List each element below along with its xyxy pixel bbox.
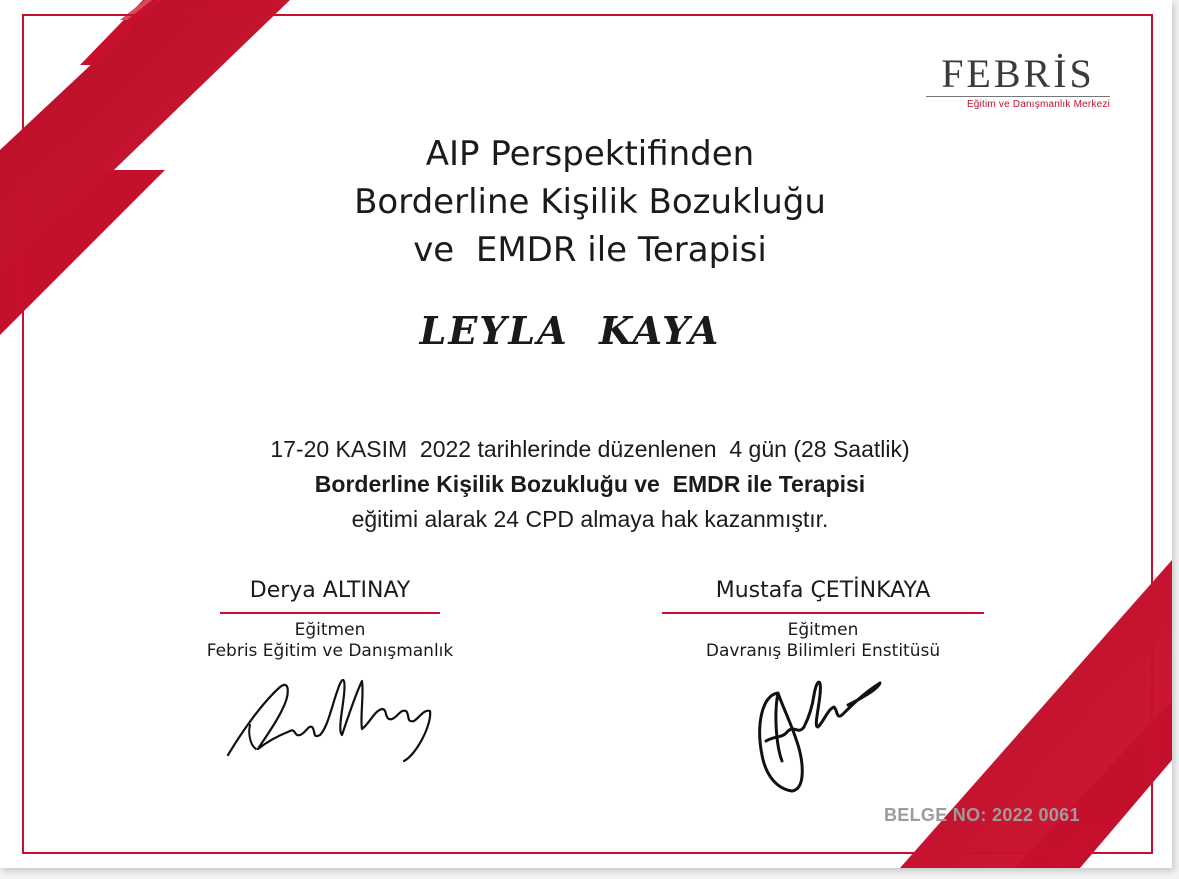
febris-logo	[926, 52, 1116, 110]
title-line: AIP Perspektifinden	[425, 134, 755, 174]
signatory-role: Eğitmen	[294, 620, 366, 640]
signatory-organization: Febris Eğitim ve Danışmanlık	[206, 641, 454, 661]
signatory-organization: Davranış Bilimleri Enstitüsü	[705, 641, 941, 661]
body-line-dates: 17-20 KASIM 2022 tarihlerinde düzenlenen 4 gün (28 Saatlik)	[270, 436, 910, 462]
recipient-name: LEYLA KAYA	[419, 308, 721, 353]
document-number: BELGE NO: 2022 0061	[884, 805, 1080, 825]
signature-left	[220, 665, 450, 765]
title-line: ve EMDR ile Terapisi	[413, 230, 767, 270]
body-line-course: Borderline Kişilik Bozukluğu ve EMDR ile Terapisi	[314, 471, 866, 497]
logo-name: FEBRİS	[941, 51, 1095, 96]
title-line: Borderline Kişilik Bozukluğu	[354, 182, 826, 222]
signatory-role: Eğitmen	[787, 620, 859, 640]
logo-tagline: Eğitim ve Danışmanlık Merkezi	[966, 99, 1110, 110]
body-line-award: eğitimi alarak 24 CPD almaya hak kazanmıştır.	[351, 506, 829, 532]
signatory-right	[662, 576, 984, 662]
certificate-title	[240, 130, 940, 274]
certificate-body	[160, 432, 1020, 537]
signatory-name: Derya ALTINAY	[220, 576, 440, 614]
signatory-name: Mustafa ÇETİNKAYA	[662, 576, 984, 614]
signature-right	[752, 665, 892, 800]
signatory-left	[190, 576, 470, 662]
logo-divider	[926, 96, 1110, 97]
